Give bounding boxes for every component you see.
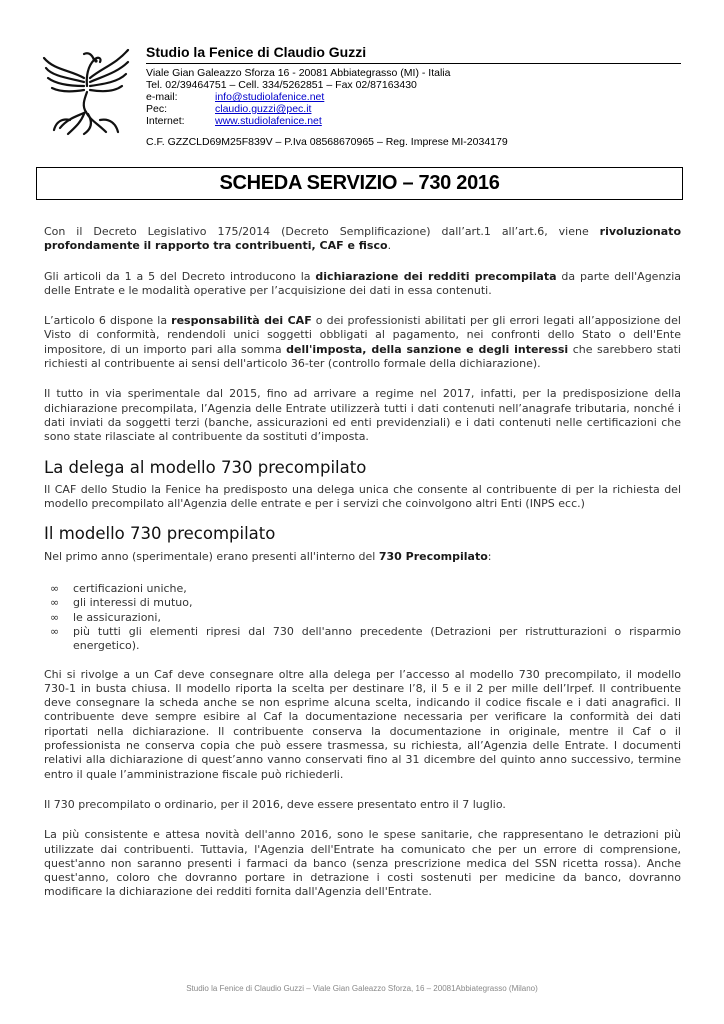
list-item — [44, 582, 681, 596]
pec-label: Pec: — [146, 103, 168, 115]
list-item — [44, 596, 681, 610]
paragraph-text: che sarebbero stati richiesti al contribuente ai sensi dell'articolo 36-ter (controllo formale della dichiarazione). — [44, 342, 681, 371]
paragraph-text: L’articolo 6 dispone la — [44, 314, 172, 328]
list-item-text: gli interessi di mutuo, — [73, 596, 193, 610]
paragraph-text: Nel primo anno (sperimentale) erano presenti all'interno del — [44, 549, 379, 563]
paragraph-6: Il 730 precompilato o ordinario, per il 2016, deve essere presentato entro il 7 luglio. — [44, 797, 506, 811]
bullet-icon: ∞ — [50, 582, 60, 596]
letterhead — [146, 44, 681, 148]
fiscal-line: C.F. GZZCLD69M25F839V – P.Iva 08568670965 – Reg. Imprese MI-2034179 — [146, 136, 508, 148]
title-box — [36, 167, 683, 200]
paragraph-4: Il tutto in via sperimentale dal 2015, fino ad arrivare a regime nel 2017, infatti, per la predisposizione della dichiarazione precompilata, l’Agenzia delle Entrate utilizzerà tutti i dati contenuti nell’anagrafe tributaria, nonché i dati inviati da soggetti terzi (banche, assicurazioni ed enti previdenziali) e i dati contenuti nelle certificazioni che sono state rilasciate al contribuente da sostituti d’imposta. — [44, 387, 681, 444]
bullet-icon: ∞ — [50, 610, 60, 624]
bullet-icon: ∞ — [50, 596, 60, 610]
paragraph-text: da parte dell'Agenzia delle Entrate e le modalità operative per l’acquisizione dei dati in essa contenuti. — [44, 269, 681, 297]
section-heading-delega: La delega al modello 730 precompilato — [44, 457, 367, 477]
bold-text: rivoluzionato profondamente il rapporto tra contribuenti, CAF e fisco — [44, 225, 681, 253]
paragraph-3 — [44, 314, 681, 371]
paragraph-text: o dei professionisti abilitati per gli errori legati all’apposizione del Visto di conformità, rendendoli unici soggetti obbligati al pagamento, nei confronti dello Stato o dell'Ente impositore, di un importo pari alla somma — [44, 314, 681, 356]
paragraph-text: . — [387, 239, 392, 253]
email-label: e-mail: — [146, 91, 178, 103]
email-row — [146, 91, 681, 103]
list-item — [44, 625, 681, 654]
list-item — [44, 611, 681, 625]
bold-text: 730 Precompilato — [378, 549, 488, 563]
pec-link[interactable]: claudio.guzzi@pec.it — [215, 103, 312, 115]
bullet-list — [44, 582, 681, 653]
email-link[interactable]: info@studiolafenice.net — [215, 91, 325, 103]
page-title: SCHEDA SERVIZIO – 730 2016 — [219, 172, 500, 194]
company-name: Studio la Fenice di Claudio Guzzi — [146, 44, 681, 64]
paragraph-5: Chi si rivolge a un Caf deve consegnare oltre alla delega per l’accesso al modello 730 precompilato, il modello 730-1 in busta chiusa. Il modello riporta la scelta per destinare l’8, il 5 e il 2 per mille dell’Irpef. Il contribuente deve consegnare la scheda anche se non esprime alcuna scelta, indicando il codice fiscale e i dati anagrafici. Il contribuente deve sempre esibire al Caf la documentazione necessaria per verificare la conformità dei dati riportati nella dichiarazione. Il contribuente conserva la documentazione in originale, mentre il Caf o il professionista ne conserva copia che può essere trasmessa, su richiesta, all’Agenzia delle Entrate. I documenti relativi alla dichiarazione di quest’anno vanno conservati fino al 31 dicembre del quinto anno successivo, termine entro il quale l’amministrazione fiscale può richiederli. — [44, 667, 681, 781]
website-row — [146, 115, 681, 127]
paragraph-7: La più consistente e attesa novità dell'anno 2016, sono le spese sanitarie, che rappresentano le detrazioni più utilizzate dai contribuenti. Tuttavia, l'Agenzia dell'Entrate ha comunicato che per un errore di comprensione, quest'anno non saranno presenti i farmaci da banco (senza prescrizione medica del SSN ricetta rossa). Anche quest'anno, coloro che dovranno portare in detrazione i costi sostenuti per medicine da banco, dovranno modificare la dichiarazione dei redditi fornita dall'Agenzia dell'Entrate. — [44, 828, 681, 899]
bold-text: responsabilità dei CAF — [171, 314, 312, 328]
list-item-text: certificazioni uniche, — [73, 582, 187, 596]
section-delega-text: Il CAF dello Studio la Fenice ha predisposto una delega unica che consente al contribuente di per la richiesta del modello precompilato all'Agenzia delle entrate e per i servizi che coinvolgono altri Enti (INPS ecc.) — [44, 482, 681, 511]
address-line: Viale Gian Galeazzo Sforza 16 - 20081 Abbiategrasso (MI) - Italia — [146, 67, 451, 79]
paragraph-text: Gli articoli da 1 a 5 del Decreto introducono la — [44, 269, 316, 283]
list-item-text: più tutti gli elementi ripresi dal 730 dell'anno precedente (Detrazioni per ristrutturazioni o risparmio energetico). — [73, 624, 681, 653]
list-item-text: le assicurazioni, — [73, 610, 161, 624]
paragraph-text: Con il Decreto Legislativo 175/2014 (Decreto Semplificazione) dall’art.1 all’art.6, viene — [44, 225, 600, 238]
section-modello-intro — [44, 550, 681, 564]
bold-text: dichiarazione dei redditi precompilata — [315, 269, 557, 283]
paragraph-1 — [44, 225, 681, 254]
bold-text: dell'imposta, della sanzione e degli interessi — [286, 342, 569, 356]
paragraph-2 — [44, 270, 681, 299]
website-link[interactable]: www.studiolafenice.net — [215, 115, 322, 127]
paragraph-text: : — [487, 549, 492, 563]
document-body — [44, 225, 681, 916]
page-footer: Studio la Fenice di Claudio Guzzi – Viale Gian Galeazzo Sforza, 16 – 20081Abbiategrasso (Milano) — [186, 984, 538, 993]
pec-row — [146, 103, 681, 115]
bullet-icon: ∞ — [50, 624, 60, 638]
internet-label: Internet: — [146, 115, 185, 127]
phone-line: Tel. 02/39464751 – Cell. 334/5262851 – Fax 02/87163430 — [146, 79, 417, 91]
phoenix-logo-icon — [40, 40, 132, 136]
section-heading-modello: Il modello 730 precompilato — [44, 524, 276, 544]
